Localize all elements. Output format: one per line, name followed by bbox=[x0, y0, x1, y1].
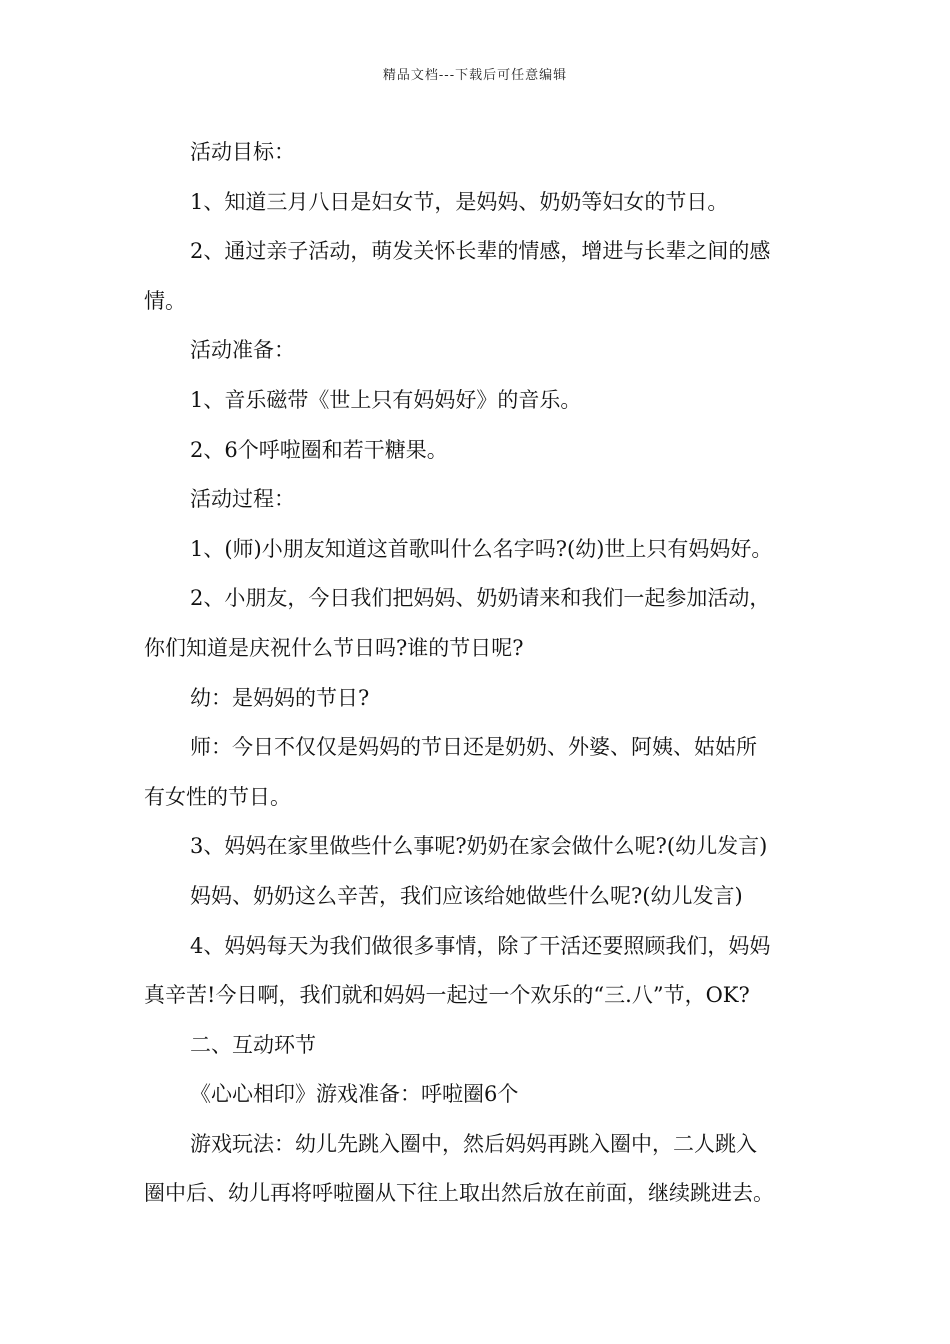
page-header: 精品文档---下载后可任意编辑 bbox=[382, 68, 568, 83]
paragraph-line: 1、音乐磁带《世上只有妈妈好》的音乐。 bbox=[190, 387, 582, 412]
paragraph-line: 真辛苦!今日啊，我们就和妈妈一起过一个欢乐的“三.八”节，OK? bbox=[144, 983, 750, 1008]
paragraph-line: 《心心相印》游戏准备：呼啦圈6个 bbox=[190, 1082, 519, 1107]
paragraph-line: 幼：是妈妈的节日? bbox=[190, 685, 370, 710]
paragraph-line: 2、6个呼啦圈和若干糖果。 bbox=[190, 437, 448, 462]
paragraph-line: 2、通过亲子活动，萌发关怀长辈的情感，增进与长辈之间的感 bbox=[190, 239, 771, 264]
paragraph-line: 你们知道是庆祝什么节日吗?谁的节日呢? bbox=[144, 635, 524, 660]
paragraph-line: 游戏玩法：幼儿先跳入圈中，然后妈妈再跳入圈中，二人跳入 bbox=[190, 1131, 757, 1156]
paragraph-line: 有女性的节日。 bbox=[144, 784, 291, 809]
paragraph-line: 2、小朋友，今日我们把妈妈、奶奶请来和我们一起参加活动， bbox=[190, 586, 771, 611]
section-heading-process: 活动过程： bbox=[190, 487, 295, 512]
paragraph-line: 师：今日不仅仅是妈妈的节日还是奶奶、外婆、阿姨、姑姑所 bbox=[190, 735, 757, 760]
section-heading-goals: 活动目标： bbox=[190, 140, 295, 164]
paragraph-line: 1、知道三月八日是妇女节，是妈妈、奶奶等妇女的节日。 bbox=[190, 189, 729, 214]
section-heading-interaction: 二、互动环节 bbox=[190, 1032, 316, 1057]
section-heading-preparation: 活动准备： bbox=[190, 338, 295, 363]
paragraph-line: 圈中后、幼儿再将呼啦圈从下往上取出然后放在前面，继续跳进去。 bbox=[144, 1181, 774, 1206]
paragraph-line: 1、(师)小朋友知道这首歌叫什么名字吗?(幼)世上只有妈妈好。 bbox=[190, 536, 773, 561]
paragraph-line: 4、妈妈每天为我们做很多事情，除了干活还要照顾我们，妈妈 bbox=[190, 933, 771, 958]
document-body bbox=[144, 132, 824, 1223]
paragraph-line: 3、妈妈在家里做些什么事呢?奶奶在家会做什么呢?(幼儿发言) bbox=[190, 834, 768, 859]
paragraph-line: 情。 bbox=[144, 288, 186, 313]
paragraph-line: 妈妈、奶奶这么辛苦，我们应该给她做些什么呢?(幼儿发言) bbox=[190, 883, 743, 908]
